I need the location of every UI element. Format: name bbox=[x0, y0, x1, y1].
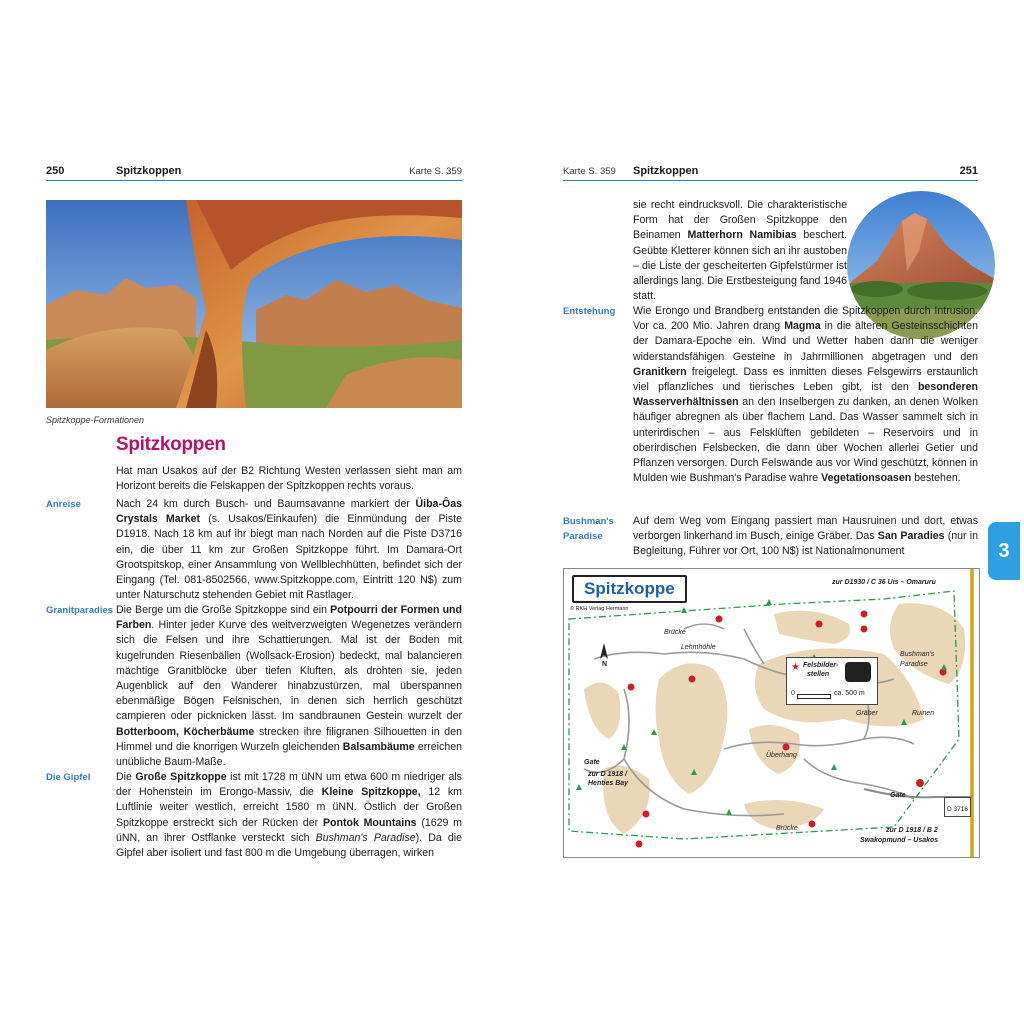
map-to-left-1: zur D 1918 / bbox=[588, 771, 627, 778]
legend-scale-zero: 0 bbox=[791, 690, 795, 697]
map-title: Spitzkoppe bbox=[572, 575, 687, 603]
text-run: erreichen unübliche Baum-Maße. bbox=[116, 740, 462, 769]
bold-run: Üiba-Ôas Crystals Market bbox=[116, 498, 462, 526]
bold-run: San Paradies bbox=[877, 530, 945, 543]
star-icon: ★ bbox=[791, 662, 800, 673]
map-reference: Karte S. 359 bbox=[563, 166, 616, 177]
anreise-paragraph bbox=[116, 497, 462, 603]
running-title: Spitzkoppen bbox=[116, 165, 182, 177]
running-title: Spitzkoppen bbox=[633, 165, 699, 177]
running-header-right bbox=[563, 164, 978, 181]
text-run: Nach 24 km durch Busch- und Baumsavanne markiert der bbox=[116, 498, 416, 510]
map-label-graeber: Gräber bbox=[856, 710, 878, 717]
page-number: 251 bbox=[959, 165, 978, 177]
arch-rock-photo bbox=[46, 200, 462, 408]
map-label-bushmans: Bushman's bbox=[900, 651, 935, 658]
text-run: . Hinter jeder Kurve des weitverzweigten Wegenetzes verändern sich die Felsen und ihre Schattierungen. Mal ist der Boden mit kugelrunden Riesenbällen (Wollsack-Erosion) bedeckt, mal balancieren mächtige Granitblöcke über tiefen Kluften, als drohten sie, jeden Augenblick auf den Wanderer hinabzustürzen, mal überspannen ebenmäßige Bögen Felsnischen, in denen sich herrlich geschützt campieren oder picknicken lässt. Im sandbraunen Gestein wurzelt der bbox=[116, 619, 462, 723]
bold-run: Vegetationsoasen bbox=[821, 472, 912, 485]
bold-run: Magma bbox=[784, 320, 821, 333]
map-gate-right: Gate bbox=[890, 792, 906, 799]
text-run: ist mit 1728 m üNN um etwa 600 m niedriger als der Hohenstein im Erongo-Massiv, die bbox=[116, 771, 462, 799]
text-run: 12 km Luftlinie weiter westlich, erreicht 1580 m üNN. Östlich der Großen Spitzkoppe erstreckt sich der Rücken der bbox=[116, 786, 462, 829]
map-label-bruecke-north: Brücke bbox=[664, 629, 686, 636]
text-run: Die Berge um die Große Spitzkoppe sind ein bbox=[116, 604, 331, 616]
map-gate-left: Gate bbox=[584, 759, 600, 766]
margin-label-gipfel: Die Gipfel bbox=[46, 772, 91, 783]
map-legend bbox=[786, 657, 878, 705]
running-header-left bbox=[46, 164, 462, 181]
section-heading: Spitzkoppen bbox=[116, 434, 226, 455]
page-number: 250 bbox=[46, 165, 65, 177]
margin-label-entstehung: Entstehung bbox=[563, 306, 616, 317]
scale-bar bbox=[797, 694, 831, 699]
continued-paragraph bbox=[633, 198, 847, 304]
map-label-ruinen: Ruinen bbox=[912, 710, 935, 717]
map-to-left-2: Henties Bay bbox=[588, 780, 629, 787]
map-copyright: © RKH Verlag Hermann bbox=[570, 606, 629, 612]
map-label-lehmhoehle: Lehmhöhle bbox=[681, 644, 716, 651]
bold-run: Matterhorn Namibias bbox=[687, 229, 797, 242]
entstehung-paragraph bbox=[633, 304, 978, 486]
bold-run: Balsambäume bbox=[342, 740, 415, 753]
text-run: beschert. Geübte Kletterer können sich an ihr austoben – die Liste der gescheiterten Gipfelstürmer ist allerdings lang. Die Erstbesteigung fand 1946 statt. bbox=[633, 229, 847, 303]
bushman-paragraph bbox=[633, 514, 978, 560]
text-run: an den Inselbergen zu danken, an denen Wolken häufiger abregnen als über flachem Land. Das Wasser sammelt sich in unterirdischen – aus Felsklüften gebildeten – Reservoirs und in oberirdischen Felsbecken, die dann über Wochen allerlei Getier und Pflanzen versorgen. Durch Felswände aus vor Wind geschützt, können in Mulden wie Bushman's Paradise wahre bbox=[633, 396, 978, 485]
road-code-box bbox=[944, 797, 971, 817]
map-label-paradise: Paradise bbox=[900, 661, 928, 668]
text-run: sie recht eindrucksvoll. Die charakteristische Form hat der Großen Spitzkoppe den Beinamen bbox=[633, 199, 847, 242]
map-label-ueberhang: Überhang bbox=[766, 752, 797, 759]
margin-label-bushman bbox=[563, 514, 614, 544]
text-run: (s. Usakos/Einkaufen) die Einmündung der Piste D1918. Nach 18 km auf ihr biegt man nach Norden auf die Piste D3716 ein, die über 11 km zur Großen Spitzkoppe führt. Im Damara-Ort Grootspitskop, einer Ansammlung von Wellblechhütten, befindet sich der Eingang (Tel. 081-8502566, www.Spitzkoppe.com, Eintritt 120 N$) zum unter Naturschutz stehenden Gebiet mit Rastlager. bbox=[116, 513, 463, 602]
bold-run: Große Spitzkoppe bbox=[135, 771, 227, 783]
text-run: Auf dem Weg vom Eingang passiert man Hausruinen und dort, etwas verborgen linkerhand im Busch, einige Gräber. Das bbox=[633, 515, 978, 543]
italic-run: Bushman's Paradise bbox=[315, 831, 416, 844]
margin-label-granitparadies: Granitparadies bbox=[46, 605, 114, 616]
rock-art-icon bbox=[845, 662, 871, 682]
text-run: (nur in Begleitung, Führer vor Ort, 100 N$) ist Nationalmonument bbox=[633, 530, 979, 558]
text-run: Wie Erongo und Brandberg entstanden die Spitzkoppen durch Intrusion. Vor ca. 200 Mio. Jahren drang bbox=[633, 305, 978, 333]
margin-label-anreise: Anreise bbox=[46, 499, 81, 510]
bold-run: besonderen Wasserverhältnissen bbox=[633, 381, 978, 409]
bold-run: Botterboom, Köcherbäume bbox=[116, 725, 255, 738]
map-reference: Karte S. 359 bbox=[409, 166, 462, 177]
text-run: in die älteren Gesteinsschichten der Damara-Epoche ein. Wind und Wetter haben dann die weniger widerstandsfähigen Gesteine in Jahrmillionen abgetragen und den bbox=[633, 320, 979, 363]
intro-paragraph: Hat man Usakos auf der B2 Richtung Westen verlassen sieht man am Horizont bereits die Felskappen der Spitzkoppen rechts voraus. bbox=[116, 465, 462, 493]
map-road-top: zur D1930 / C 36 Uis – Omaruru bbox=[832, 579, 936, 586]
legend-scale-label: ca. 500 m bbox=[834, 690, 865, 697]
text-run: bestehen. bbox=[911, 472, 961, 485]
bold-run: Kleine Spitzkoppe, bbox=[321, 786, 421, 799]
granitparadies-paragraph bbox=[116, 603, 462, 770]
text-run: strecken ihre filigranen Silhouetten in den Himmel und die knorrigen Wurzeln gleichenden bbox=[116, 725, 462, 753]
bold-run: Potpourri der Formen und Farben bbox=[116, 604, 462, 632]
chapter-tab[interactable]: 3 bbox=[988, 522, 1020, 580]
bold-run: Granitkern bbox=[633, 365, 687, 378]
gipfel-paragraph bbox=[116, 770, 462, 861]
map-label-bruecke-south: Brücke bbox=[776, 825, 798, 832]
map-to-right-1: zur D 1918 / B 2 bbox=[886, 827, 938, 834]
legend-label-line2: stellen bbox=[807, 671, 830, 678]
text-run: freigelegt. Dass es inmitten dieses Felsgewirrs erstaunlich viel pflanzliches und tierisches Leben gibt, ist den bbox=[633, 365, 978, 394]
map-to-right-2: Swakopmund – Usakos bbox=[860, 837, 939, 844]
text-run: ). Da die Gipfel aber isoliert und fast 800 m die Umgebung überragen, wirken bbox=[116, 831, 462, 860]
map-north-label: N bbox=[602, 661, 608, 668]
legend-label-line1: Felsbilder- bbox=[803, 662, 839, 669]
label-line: Paradise bbox=[563, 531, 603, 542]
spitzkoppe-map bbox=[563, 568, 980, 858]
road-code: D 3716 bbox=[947, 806, 968, 813]
text-run: Die bbox=[116, 771, 136, 783]
label-line: Bushman's bbox=[563, 516, 614, 527]
bold-run: Pontok Mountains bbox=[322, 816, 417, 829]
text-run: (1629 m üNN, an ihrer Ostflanke versteckt sich bbox=[116, 816, 462, 844]
photo-caption: Spitzkoppe-Formationen bbox=[46, 415, 145, 425]
